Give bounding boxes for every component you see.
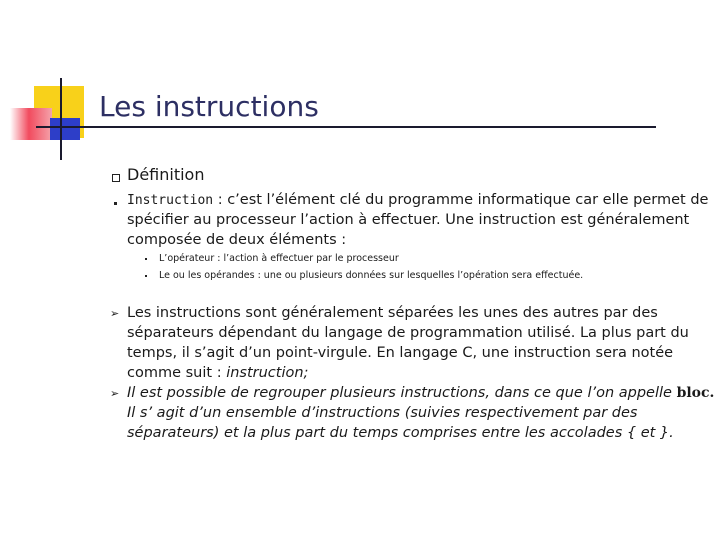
bloc-line-2: Il s’ agit d’un ensemble d’instructions (suivies respectivement par des bbox=[127, 405, 638, 421]
definition-heading: Définition bbox=[127, 165, 205, 184]
logo-blue-square bbox=[50, 118, 80, 140]
separators-line-1: Les instructions sont généralement séparées les unes des autres par des bbox=[127, 305, 658, 321]
instruction-line-1-text: : c’est l’élément clé du programme informatique car elle permet de bbox=[213, 192, 709, 208]
separators-line-4 bbox=[127, 363, 308, 384]
arrow-bullet-icon: ➢ bbox=[110, 307, 120, 320]
instruction-line-2: spécifier au processeur l’action à effectuer. Une instruction est généralement bbox=[127, 212, 690, 228]
separators-line-2: séparateurs dépendant du langage de programmation utilisé. La plus part du bbox=[127, 325, 689, 341]
tiny-bullet-icon bbox=[145, 258, 147, 260]
separators-example: instruction; bbox=[226, 365, 309, 381]
instruction-term: Instruction bbox=[127, 193, 214, 208]
separators-line-3: temps, il s’agit d’un point-virgule. En langage C, une instruction sera notée bbox=[127, 345, 674, 361]
logo-red-bar bbox=[10, 108, 52, 140]
bloc-line-1-prefix: Il est possible de regrouper plusieurs instructions, dans ce que l’on appelle bbox=[127, 385, 677, 401]
slide-title: Les instructions bbox=[99, 90, 319, 123]
sub-item-operator: L’opérateur : l’action à effectuer par le processeur bbox=[159, 253, 399, 264]
bloc-line-1 bbox=[127, 383, 714, 404]
bloc-line-3: séparateurs) et la plus part du temps comprises entre les accolades { et }. bbox=[127, 425, 674, 441]
title-underline bbox=[36, 126, 656, 128]
separators-line-4-prefix: comme suit : bbox=[127, 365, 227, 381]
sub-item-operands: Le ou les opérandes : une ou plusieurs données sur lesquelles l’opération sera effectuée. bbox=[159, 270, 584, 281]
square-bullet-icon bbox=[112, 174, 120, 182]
logo-vertical-line bbox=[60, 78, 62, 160]
tiny-bullet-icon bbox=[145, 275, 147, 277]
instruction-line-1 bbox=[127, 190, 708, 211]
arrow-bullet-icon: ➢ bbox=[110, 387, 120, 400]
small-bullet-icon bbox=[114, 202, 117, 205]
bloc-word: bloc. bbox=[676, 385, 715, 401]
instruction-line-3: composée de deux éléments : bbox=[127, 232, 347, 248]
